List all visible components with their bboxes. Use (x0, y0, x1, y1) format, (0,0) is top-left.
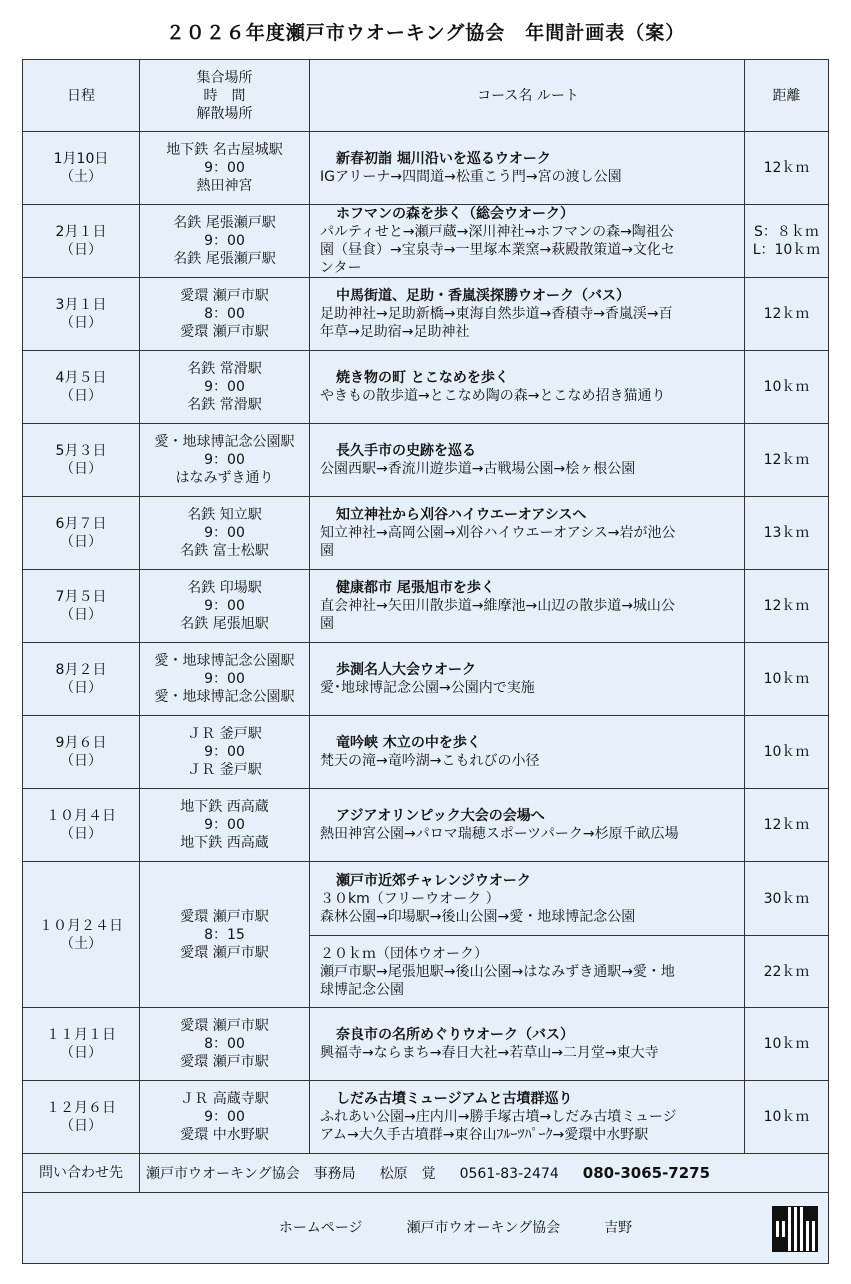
schedule-table (22, 59, 829, 1264)
event-distance-line: 10ｋｍ (763, 379, 810, 395)
schedule-row (23, 789, 829, 862)
event-date-line: （日） (60, 388, 102, 404)
qr-code-icon[interactable] (772, 1206, 818, 1252)
event-date (23, 1008, 140, 1081)
page-title: ２０２６年度瀬戸市ウオーキング協会 年間計画表（案） (165, 22, 686, 44)
event-place-line: はなみずき通り (175, 470, 274, 486)
event-date-line: （日） (60, 680, 102, 696)
event-place-line: 9：00 (204, 233, 245, 249)
schedule-row-special (23, 862, 829, 936)
event-distance: 30ｋｍ (745, 862, 829, 936)
event-place-line: 9：00 (204, 160, 245, 176)
schedule-row (23, 1081, 829, 1154)
event-date-line: 1月10日 (53, 151, 109, 167)
header-distance: 距離 (745, 60, 829, 132)
event-date-line: １１月１日 (46, 1027, 116, 1043)
event-place-line: 地下鉄 西高蔵 (180, 799, 269, 815)
course-sub-label: ２０ｋｍ（団体ウオーク） (320, 945, 488, 962)
event-course (310, 1081, 745, 1154)
event-distance-line: 12ｋｍ (763, 306, 810, 322)
course-title: しだみ古墳ミュージアムと古墳群巡り (336, 1091, 573, 1107)
course-route: IGアリーナ→四間道→松重こう門→宮の渡し公園 (320, 169, 622, 185)
schedule-row (23, 424, 829, 497)
event-place-line: 愛環 瀬戸市駅 (180, 288, 269, 304)
event-place-line: 9：00 (204, 671, 245, 687)
event-distance-line: L：10ｋｍ (752, 242, 821, 258)
event-distance (745, 1008, 829, 1081)
event-distance (745, 424, 829, 497)
event-place-line: 地下鉄 名古屋城駅 (166, 142, 283, 158)
schedule-row (23, 570, 829, 643)
event-place (140, 716, 310, 789)
event-distance: 22ｋｍ (745, 936, 829, 1008)
event-place-line: 名鉄 知立駅 (187, 507, 262, 523)
event-place-line: 9：00 (204, 598, 245, 614)
event-distance (745, 351, 829, 424)
event-place-line: 8：15 (204, 926, 245, 943)
event-date (23, 278, 140, 351)
contact-mobile: 080-3065-7275 (582, 1163, 711, 1182)
event-date (23, 862, 140, 1008)
course-route: 園 (320, 616, 334, 632)
event-distance-line: 12ｋｍ (763, 598, 810, 614)
course-route: アム→大久手古墳群→東谷山ﾌﾙｰﾂﾊﾟｰｸ→愛環中水野駅 (320, 1127, 649, 1143)
event-place-line: 9：00 (204, 817, 245, 833)
event-course (310, 862, 745, 936)
course-route: パルティせと→瀬戸蔵→深川神社→ホフマンの森→陶祖公 (320, 224, 674, 240)
event-place-line: 名鉄 常滑駅 (187, 361, 262, 377)
event-place-line: 名鉄 常滑駅 (187, 397, 262, 413)
event-course (310, 132, 745, 205)
event-distance (745, 205, 829, 278)
course-route: 年草→足助宿→足助神社 (320, 324, 470, 340)
event-place-line: 愛環 瀬戸市駅 (180, 324, 269, 340)
header-place-line: 時 間 (203, 87, 246, 104)
course-title: 中馬街道、足助・香嵐渓探勝ウオーク（バス） (336, 288, 630, 304)
event-place (140, 643, 310, 716)
contact-person: 松原 覚 (379, 1165, 436, 1182)
header-place-line: 集合場所 (196, 69, 253, 86)
event-distance-line: 10ｋｍ (763, 671, 810, 687)
course-route: ンター (320, 260, 362, 276)
course-route: 直会神社→矢田川散歩道→維摩池→山辺の散歩道→城山公 (320, 598, 675, 614)
course-route: 愛･地球博記念公園→公園内で実施 (320, 680, 535, 696)
event-date-line: （日） (60, 461, 102, 477)
event-place-line: 名鉄 尾張瀬戸駅 (173, 251, 276, 267)
event-place-line: 8：00 (204, 1036, 245, 1052)
event-distance (745, 570, 829, 643)
event-date (23, 643, 140, 716)
event-date (23, 497, 140, 570)
course-route: 園（昼食）→宝泉寺→一里塚本業窯→萩殿散策道→文化セ (320, 242, 675, 258)
course-title: 長久手市の史跡を巡る (336, 443, 476, 459)
event-date-line: １２月６日 (46, 1100, 116, 1116)
schedule-row (23, 497, 829, 570)
event-course (310, 789, 745, 862)
event-date (23, 424, 140, 497)
event-date-line: （日） (60, 826, 102, 842)
homepage-label: ホームページ (278, 1220, 363, 1236)
event-date-line: １０月２４日 (39, 917, 123, 934)
event-date-line: 3月１日 (55, 297, 107, 313)
event-place-line: 愛環 中水野駅 (180, 1127, 269, 1143)
event-date-line: （日） (60, 607, 102, 623)
course-route: 瀬戸市駅→尾張旭駅→後山公園→はなみずき通駅→愛・地 (320, 963, 675, 980)
course-title: アジアオリンピック大会の会場へ (336, 808, 545, 824)
schedule-row (23, 132, 829, 205)
event-place-line: 8：00 (204, 306, 245, 322)
event-place (140, 1081, 310, 1154)
event-date (23, 570, 140, 643)
event-place (140, 570, 310, 643)
event-distance-line: 12ｋｍ (763, 817, 810, 833)
event-date-line: （土） (60, 935, 102, 952)
event-date (23, 716, 140, 789)
header-date: 日程 (23, 60, 140, 132)
event-course (310, 497, 745, 570)
event-date-line: （日） (60, 1045, 102, 1061)
event-place (140, 132, 310, 205)
course-route: 梵天の滝→竜吟湖→こもれびの小径 (320, 753, 540, 769)
event-distance-line: 12ｋｍ (763, 160, 810, 176)
event-date-line: （日） (60, 1118, 102, 1134)
event-distance-line: 13ｋｍ (763, 525, 810, 541)
event-place (140, 205, 310, 278)
course-title: 竜吟峡 木立の中を歩く (336, 735, 481, 751)
event-distance (745, 278, 829, 351)
event-place-line: 愛・地球博記念公園駅 (154, 653, 295, 669)
course-title: 瀬戸市近郊チャレンジウオーク (336, 872, 531, 889)
event-distance-line: 12ｋｍ (763, 452, 810, 468)
homepage-org: 瀬戸市ウオーキング協会 (406, 1220, 561, 1236)
schedule-row (23, 278, 829, 351)
event-course (310, 936, 745, 1008)
event-place (140, 789, 310, 862)
event-course (310, 351, 745, 424)
event-date (23, 789, 140, 862)
contact-org: 瀬戸市ウオーキング協会 事務局 (146, 1165, 356, 1182)
event-place (140, 497, 310, 570)
event-date-line: １０月４日 (46, 808, 116, 824)
event-distance (745, 1081, 829, 1154)
event-date-line: （日） (60, 753, 102, 769)
homepage-name: 吉野 (604, 1220, 633, 1236)
event-place-line: ＪＲ 釜戸駅 (187, 762, 262, 778)
course-route: 森林公園→印場駅→後山公園→愛・地球博記念公園 (320, 908, 636, 925)
event-place-line: ＪＲ 高蔵寺駅 (180, 1091, 269, 1107)
schedule-row (23, 1008, 829, 1081)
course-title: 奈良市の名所めぐりウオーク（バス） (336, 1027, 574, 1043)
course-route: やきもの散歩道→とこなめ陶の森→とこなめ招き猫通り (320, 388, 666, 404)
event-distance-line: S：８ｋｍ (754, 224, 819, 240)
event-distance (745, 789, 829, 862)
event-date (23, 132, 140, 205)
event-place-line: 9：00 (204, 1109, 245, 1125)
course-route: 公園西駅→香流川遊歩道→古戦場公園→桧ヶ根公園 (320, 461, 636, 477)
course-route: 熱田神宮公園→パロマ瑞穂スポーツパーク→杉原千畝広場 (320, 826, 679, 842)
course-title: 知立神社から刈谷ハイウエーオアシスへ (336, 507, 587, 523)
event-place-line: 愛・地球博記念公園駅 (154, 689, 295, 705)
event-date-line: 4月５日 (55, 370, 107, 386)
event-place-line: 名鉄 尾張旭駅 (180, 616, 269, 632)
schedule-row (23, 716, 829, 789)
header-course: コース名 ルート (310, 60, 745, 132)
header-place (140, 60, 310, 132)
event-place-line: 9：00 (204, 525, 245, 541)
event-date-line: 2月１日 (55, 224, 107, 240)
event-course (310, 424, 745, 497)
course-route: 足助神社→足助新橋→東海自然歩道→香積寺→香嵐渓→百 (320, 306, 673, 322)
event-place-line: 愛環 瀬戸市駅 (180, 908, 269, 925)
event-place-line: 愛環 瀬戸市駅 (180, 944, 269, 961)
contact-label: 問い合わせ先 (23, 1154, 140, 1193)
table-header-row (23, 60, 829, 132)
event-date-line: （日） (60, 242, 102, 258)
event-distance (745, 497, 829, 570)
course-route: 知立神社→高岡公園→刈谷ハイウエーオアシス→岩が池公 (320, 525, 676, 541)
event-place-line: 9：00 (204, 379, 245, 395)
course-title: ホフマンの森を歩く（総会ウオーク） (336, 206, 574, 222)
event-place-line: 熱田神宮 (196, 178, 253, 194)
course-route: 興福寺→ならまち→春日大社→若草山→二月堂→東大寺 (320, 1045, 659, 1061)
event-place-line: 9：00 (204, 452, 245, 468)
schedule-row (23, 205, 829, 278)
event-place-line: 地下鉄 西高蔵 (180, 835, 269, 851)
event-place (140, 424, 310, 497)
event-place (140, 862, 310, 1008)
footer-row (23, 1193, 829, 1264)
contact-tel: 0561-83-2474 (459, 1165, 559, 1182)
event-date-line: 9月６日 (55, 735, 107, 751)
schedule-row (23, 351, 829, 424)
course-title: 焼き物の町 とこなめを歩く (336, 370, 509, 386)
event-place-line: 9：00 (204, 744, 245, 760)
event-course (310, 278, 745, 351)
event-course (310, 716, 745, 789)
event-distance (745, 643, 829, 716)
course-route: ふれあい公園→庄内川→勝手塚古墳→しだみ古墳ミュージ (320, 1109, 677, 1125)
course-title: 歩測名人大会ウオーク (336, 662, 476, 678)
event-date-line: 5月３日 (55, 443, 107, 459)
course-route: 球博記念公園 (320, 981, 404, 998)
event-place (140, 351, 310, 424)
event-date-line: （土） (60, 169, 102, 185)
event-distance-line: 10ｋｍ (763, 1109, 810, 1125)
event-place-line: 愛環 瀬戸市駅 (180, 1018, 269, 1034)
event-place-line: 名鉄 富士松駅 (180, 543, 269, 559)
event-distance-line: 10ｋｍ (763, 744, 810, 760)
event-distance (745, 132, 829, 205)
event-date (23, 1081, 140, 1154)
event-place-line: ＪＲ 釜戸駅 (187, 726, 262, 742)
event-distance (745, 716, 829, 789)
event-date-line: （日） (60, 534, 102, 550)
footer-info (23, 1193, 829, 1264)
course-title: 健康都市 尾張旭市を歩く (336, 580, 495, 596)
event-place (140, 278, 310, 351)
event-place-line: 愛・地球博記念公園駅 (154, 434, 295, 450)
contact-info (140, 1154, 829, 1193)
course-sub-label: ３０km（フリーウオーク ） (320, 890, 500, 907)
course-title: 新春初詣 堀川沿いを巡るウオーク (336, 151, 551, 167)
event-date (23, 205, 140, 278)
event-date-line: 8月２日 (55, 662, 107, 678)
schedule-row (23, 643, 829, 716)
event-course (310, 1008, 745, 1081)
event-date-line: 6月７日 (55, 516, 107, 532)
contact-row (23, 1154, 829, 1193)
event-place (140, 1008, 310, 1081)
event-place-line: 名鉄 印場駅 (187, 580, 262, 596)
event-course (310, 205, 745, 278)
event-distance-line: 10ｋｍ (763, 1036, 810, 1052)
event-place-line: 愛環 瀬戸市駅 (180, 1054, 269, 1070)
event-course (310, 643, 745, 716)
event-place-line: 名鉄 尾張瀬戸駅 (173, 215, 276, 231)
event-date-line: 7月５日 (55, 589, 107, 605)
event-date (23, 351, 140, 424)
course-route: 園 (320, 543, 334, 559)
event-date-line: （日） (60, 315, 102, 331)
event-course (310, 570, 745, 643)
header-place-line: 解散場所 (196, 105, 253, 122)
